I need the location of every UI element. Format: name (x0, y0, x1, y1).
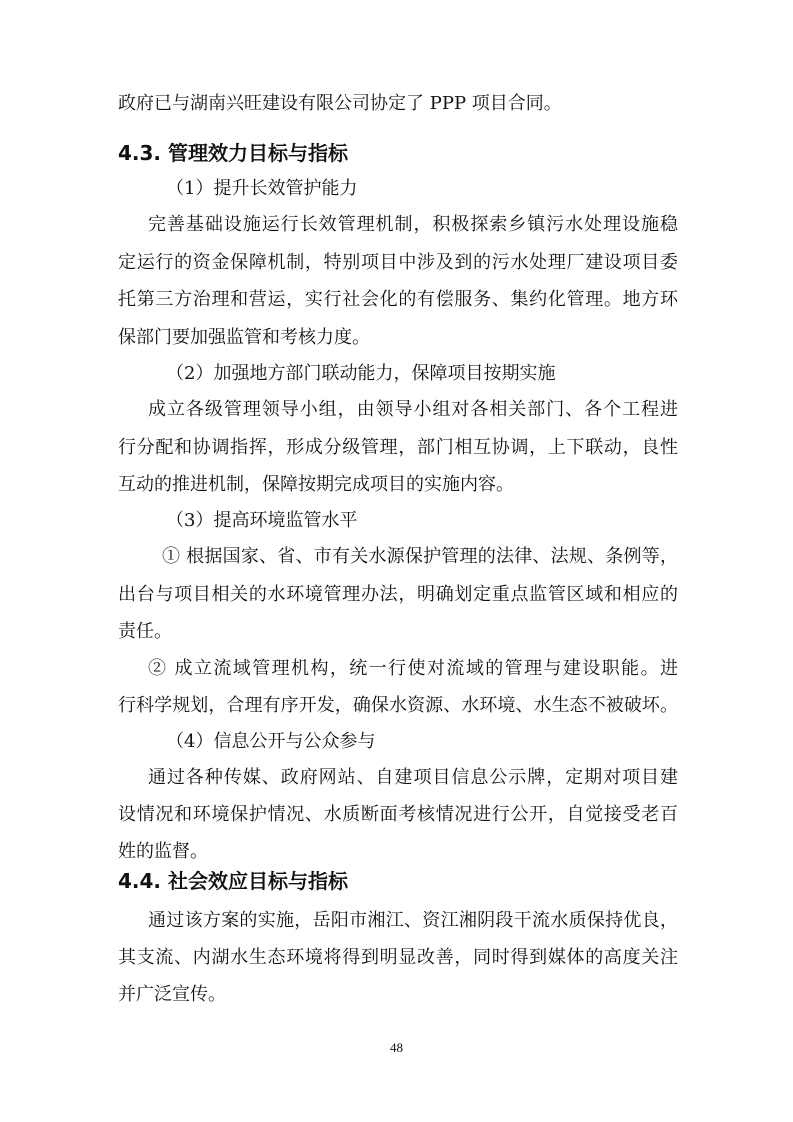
text-line: 互动的推进机制，保障按期完成项目的实施内容。 (118, 474, 514, 495)
text-line: 并广泛宣传。 (118, 984, 226, 1005)
page-number: 48 (390, 1040, 403, 1055)
text-line: 成立各级管理领导小组，由领导小组对各相关部门、各个工程进 (148, 399, 678, 420)
section-heading-4-3: 4.3. 管理效力目标与指标 (118, 141, 348, 165)
text-line: 出台与项目相关的水环境管理办法，明确划定重点监管区域和相应的 (118, 584, 678, 605)
text-line: 设情况和环境保护情况、水质断面考核情况进行公开，自觉接受老百 (118, 804, 678, 825)
subheading-1: （1）提升长效管护能力 (166, 178, 358, 199)
text-line: 定运行的资金保障机制，特别项目中涉及到的污水处理厂建设项目委 (118, 252, 678, 273)
subheading-3: （3）提高环境监管水平 (166, 510, 358, 531)
text-line: ① 根据国家、省、市有关水源保护管理的法律、法规、条例等， (162, 546, 678, 567)
text-line: 其支流、内湖水生态环境将得到明显改善，同时得到媒体的高度关注 (118, 947, 678, 968)
subheading-2: （2）加强地方部门联动能力，保障项目按期实施 (166, 363, 556, 384)
text-line: 完善基础设施运行长效管理机制，积极探索乡镇污水处理设施稳 (148, 214, 678, 235)
text-line: ② 成立流域管理机构，统一行使对流域的管理与建设职能。进 (148, 658, 678, 679)
text-line: 责任。 (118, 621, 172, 642)
text-line: 行科学规划，合理有序开发，确保水资源、水环境、水生态不被破坏。 (118, 695, 678, 716)
section-heading-4-4: 4.4. 社会效应目标与指标 (118, 869, 348, 893)
text-line: 通过各种传媒、政府网站、自建项目信息公示牌，定期对项目建 (148, 767, 678, 788)
subheading-4: （4）信息公开与公众参与 (166, 731, 376, 752)
text-line: 姓的监督。 (118, 841, 208, 862)
text-line: 政府已与湖南兴旺建设有限公司协定了 PPP 项目合同。 (118, 93, 562, 114)
text-line: 托第三方治理和营运，实行社会化的有偿服务、集约化管理。地方环 (118, 289, 678, 310)
text-line: 保部门要加强监管和考核力度。 (118, 327, 370, 348)
text-line: 行分配和协调指挥，形成分级管理，部门相互协调，上下联动，良性 (118, 437, 678, 458)
text-line: 通过该方案的实施，岳阳市湘江、资江湘阴段干流水质保持优良， (148, 910, 678, 931)
